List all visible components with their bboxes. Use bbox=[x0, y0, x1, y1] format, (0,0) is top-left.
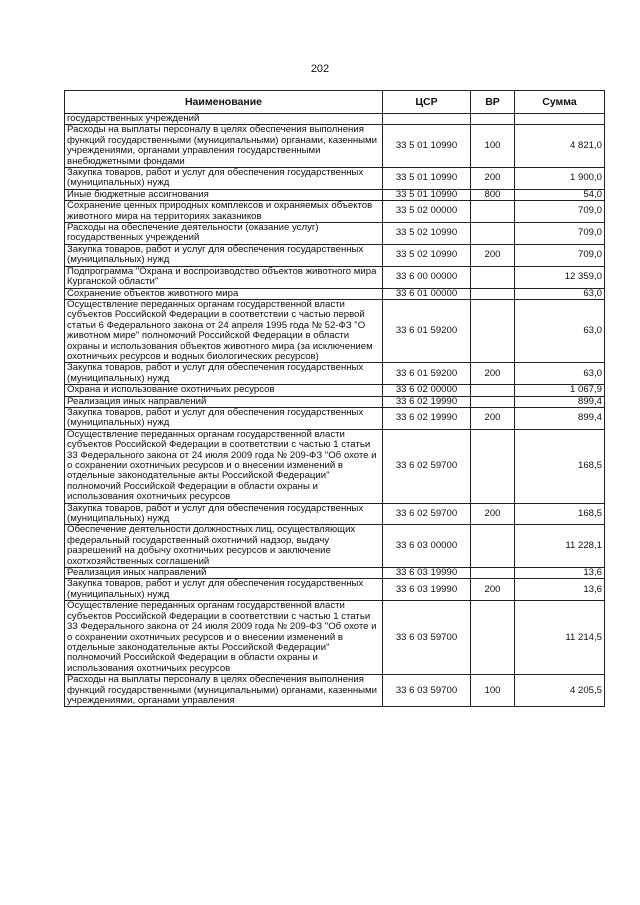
cell-csr: 33 5 02 10990 bbox=[383, 244, 471, 266]
cell-csr: 33 5 02 10990 bbox=[383, 223, 471, 245]
table-row bbox=[65, 125, 605, 168]
cell-sum: 168,5 bbox=[515, 429, 605, 503]
cell-vr: 200 bbox=[471, 363, 515, 385]
cell-vr bbox=[471, 223, 515, 245]
cell-name: государственных учреждений bbox=[65, 114, 383, 125]
cell-vr: 100 bbox=[471, 675, 515, 707]
cell-sum: 11 214,5 bbox=[515, 601, 605, 675]
cell-csr: 33 5 01 10990 bbox=[383, 125, 471, 168]
cell-name: Расходы на обеспечение деятельности (оказание услуг) государственных учреждений bbox=[65, 223, 383, 245]
cell-name: Сохранение ценных природных комплексов и охраняемых объектов животного мира на территориях заказников bbox=[65, 201, 383, 223]
cell-sum: 13,6 bbox=[515, 568, 605, 579]
table-row bbox=[65, 363, 605, 385]
cell-name: Закупка товаров, работ и услуг для обеспечения государственных (муниципальных) нужд bbox=[65, 244, 383, 266]
table-row bbox=[65, 189, 605, 200]
cell-name: Закупка товаров, работ и услуг для обеспечения государственных (муниципальных) нужд bbox=[65, 579, 383, 601]
cell-vr: 200 bbox=[471, 244, 515, 266]
cell-name: Осуществление переданных органам государственной власти субъектов Российской Федерации в соответствии с частью первой статьи 6 Федерального закона от 24 апреля 1995 года № 52-ФЗ "О животном мире" полномочий Российской Федерации в области охраны и использования объектов животного мира (за исключением охотничьих ресурсов и водных биологических ресурсов) bbox=[65, 299, 383, 362]
cell-csr: 33 6 02 59700 bbox=[383, 503, 471, 525]
table-row bbox=[65, 675, 605, 707]
header-name: Наименование bbox=[65, 91, 383, 114]
table-row bbox=[65, 568, 605, 579]
cell-name: Реализация иных направлений bbox=[65, 568, 383, 579]
table-row bbox=[65, 429, 605, 503]
cell-vr bbox=[471, 266, 515, 288]
cell-csr: 33 6 03 59700 bbox=[383, 675, 471, 707]
cell-vr bbox=[471, 385, 515, 396]
cell-name: Закупка товаров, работ и услуг для обеспечения государственных (муниципальных) нужд bbox=[65, 363, 383, 385]
cell-csr: 33 5 01 10990 bbox=[383, 189, 471, 200]
cell-vr: 200 bbox=[471, 503, 515, 525]
cell-vr: 100 bbox=[471, 125, 515, 168]
cell-name: Охрана и использование охотничьих ресурсов bbox=[65, 385, 383, 396]
cell-sum: 1 900,0 bbox=[515, 168, 605, 190]
cell-vr bbox=[471, 396, 515, 407]
cell-name: Расходы на выплаты персоналу в целях обеспечения выполнения функций государственными (муниципальными) органами, казенными учреждениями, органами управления государственными внебюджетными фондами bbox=[65, 125, 383, 168]
cell-name: Закупка товаров, работ и услуг для обеспечения государственных (муниципальных) нужд bbox=[65, 168, 383, 190]
cell-name: Осуществление переданных органам государственной власти субъектов Российской Федерации в соответствии с частью 1 статьи 33 Федерального закона от 24 июля 2009 года № 209-ФЗ "Об охоте и о сохранении охотничьих ресурсов и о внесении изменений в отдельные законодательные акты Российской Федерации" полномочий Российской Федерации в области охраны и использования охотничьих ресурсов bbox=[65, 429, 383, 503]
cell-vr bbox=[471, 525, 515, 568]
cell-csr: 33 6 02 59700 bbox=[383, 429, 471, 503]
cell-sum: 12 359,0 bbox=[515, 266, 605, 288]
header-sum: Сумма bbox=[515, 91, 605, 114]
table-row bbox=[65, 288, 605, 299]
table-row bbox=[65, 244, 605, 266]
cell-csr: 33 6 03 59700 bbox=[383, 601, 471, 675]
cell-vr: 800 bbox=[471, 189, 515, 200]
table-header-row bbox=[65, 91, 605, 114]
table-row bbox=[65, 407, 605, 429]
cell-csr: 33 6 00 00000 bbox=[383, 266, 471, 288]
cell-name: Расходы на выплаты персоналу в целях обеспечения выполнения функций государственными (муниципальными) органами, казенными учреждениями, органами управления bbox=[65, 675, 383, 707]
cell-sum: 11 228,1 bbox=[515, 525, 605, 568]
cell-sum: 4 205,5 bbox=[515, 675, 605, 707]
cell-vr bbox=[471, 568, 515, 579]
cell-sum: 168,5 bbox=[515, 503, 605, 525]
cell-csr: 33 5 02 00000 bbox=[383, 201, 471, 223]
table-row bbox=[65, 168, 605, 190]
table-row bbox=[65, 385, 605, 396]
cell-csr: 33 6 02 19990 bbox=[383, 396, 471, 407]
cell-sum: 63,0 bbox=[515, 288, 605, 299]
table-row bbox=[65, 579, 605, 601]
table-row bbox=[65, 503, 605, 525]
cell-sum: 709,0 bbox=[515, 244, 605, 266]
cell-sum: 709,0 bbox=[515, 201, 605, 223]
cell-sum: 709,0 bbox=[515, 223, 605, 245]
table-row bbox=[65, 601, 605, 675]
page-number: 202 bbox=[310, 63, 330, 75]
cell-csr: 33 6 02 19990 bbox=[383, 407, 471, 429]
cell-vr bbox=[471, 429, 515, 503]
cell-csr: 33 6 01 00000 bbox=[383, 288, 471, 299]
cell-sum: 4 821,0 bbox=[515, 125, 605, 168]
cell-csr: 33 6 01 59200 bbox=[383, 299, 471, 362]
cell-vr: 200 bbox=[471, 407, 515, 429]
budget-table bbox=[64, 90, 605, 707]
cell-csr bbox=[383, 114, 471, 125]
table-row bbox=[65, 396, 605, 407]
cell-name: Обеспечение деятельности должностных лиц, осуществляющих федеральный государственный охотничий надзор, выдачу разрешений на добычу охотничьих ресурсов и заключение охотхозяйственных соглашений bbox=[65, 525, 383, 568]
table-row bbox=[65, 299, 605, 362]
table-row bbox=[65, 223, 605, 245]
cell-sum: 1 067,9 bbox=[515, 385, 605, 396]
cell-name: Сохранение объектов животного мира bbox=[65, 288, 383, 299]
cell-vr bbox=[471, 601, 515, 675]
cell-sum: 899,4 bbox=[515, 396, 605, 407]
cell-name: Реализация иных направлений bbox=[65, 396, 383, 407]
cell-vr: 200 bbox=[471, 579, 515, 601]
cell-csr: 33 5 01 10990 bbox=[383, 168, 471, 190]
table-row bbox=[65, 525, 605, 568]
table-body bbox=[65, 114, 605, 707]
cell-name: Закупка товаров, работ и услуг для обеспечения государственных (муниципальных) нужд bbox=[65, 407, 383, 429]
cell-csr: 33 6 03 19990 bbox=[383, 579, 471, 601]
cell-sum: 899,4 bbox=[515, 407, 605, 429]
cell-csr: 33 6 03 19990 bbox=[383, 568, 471, 579]
cell-name: Закупка товаров, работ и услуг для обеспечения государственных (муниципальных) нужд bbox=[65, 503, 383, 525]
cell-sum: 63,0 bbox=[515, 363, 605, 385]
table-row bbox=[65, 201, 605, 223]
cell-vr bbox=[471, 288, 515, 299]
cell-vr bbox=[471, 201, 515, 223]
cell-vr: 200 bbox=[471, 168, 515, 190]
cell-sum bbox=[515, 114, 605, 125]
cell-name: Иные бюджетные ассигнования bbox=[65, 189, 383, 200]
cell-name: Подпрограмма "Охрана и воспроизводство объектов животного мира Курганской области" bbox=[65, 266, 383, 288]
header-vr: ВР bbox=[471, 91, 515, 114]
cell-name: Осуществление переданных органам государственной власти субъектов Российской Федерации в соответствии с частью 1 статьи 33 Федерального закона от 24 июля 2009 года № 209-ФЗ "Об охоте и о сохранении охотничьих ресурсов и о внесении изменений в отдельные законодательные акты Российской Федерации" полномочий Российской Федерации в области охраны и использования охотничьих ресурсов bbox=[65, 601, 383, 675]
cell-csr: 33 6 02 00000 bbox=[383, 385, 471, 396]
table-row bbox=[65, 114, 605, 125]
cell-csr: 33 6 01 59200 bbox=[383, 363, 471, 385]
cell-vr bbox=[471, 114, 515, 125]
cell-sum: 13,6 bbox=[515, 579, 605, 601]
header-csr: ЦСР bbox=[383, 91, 471, 114]
table-row bbox=[65, 266, 605, 288]
cell-vr bbox=[471, 299, 515, 362]
cell-sum: 63,0 bbox=[515, 299, 605, 362]
cell-sum: 54,0 bbox=[515, 189, 605, 200]
cell-csr: 33 6 03 00000 bbox=[383, 525, 471, 568]
